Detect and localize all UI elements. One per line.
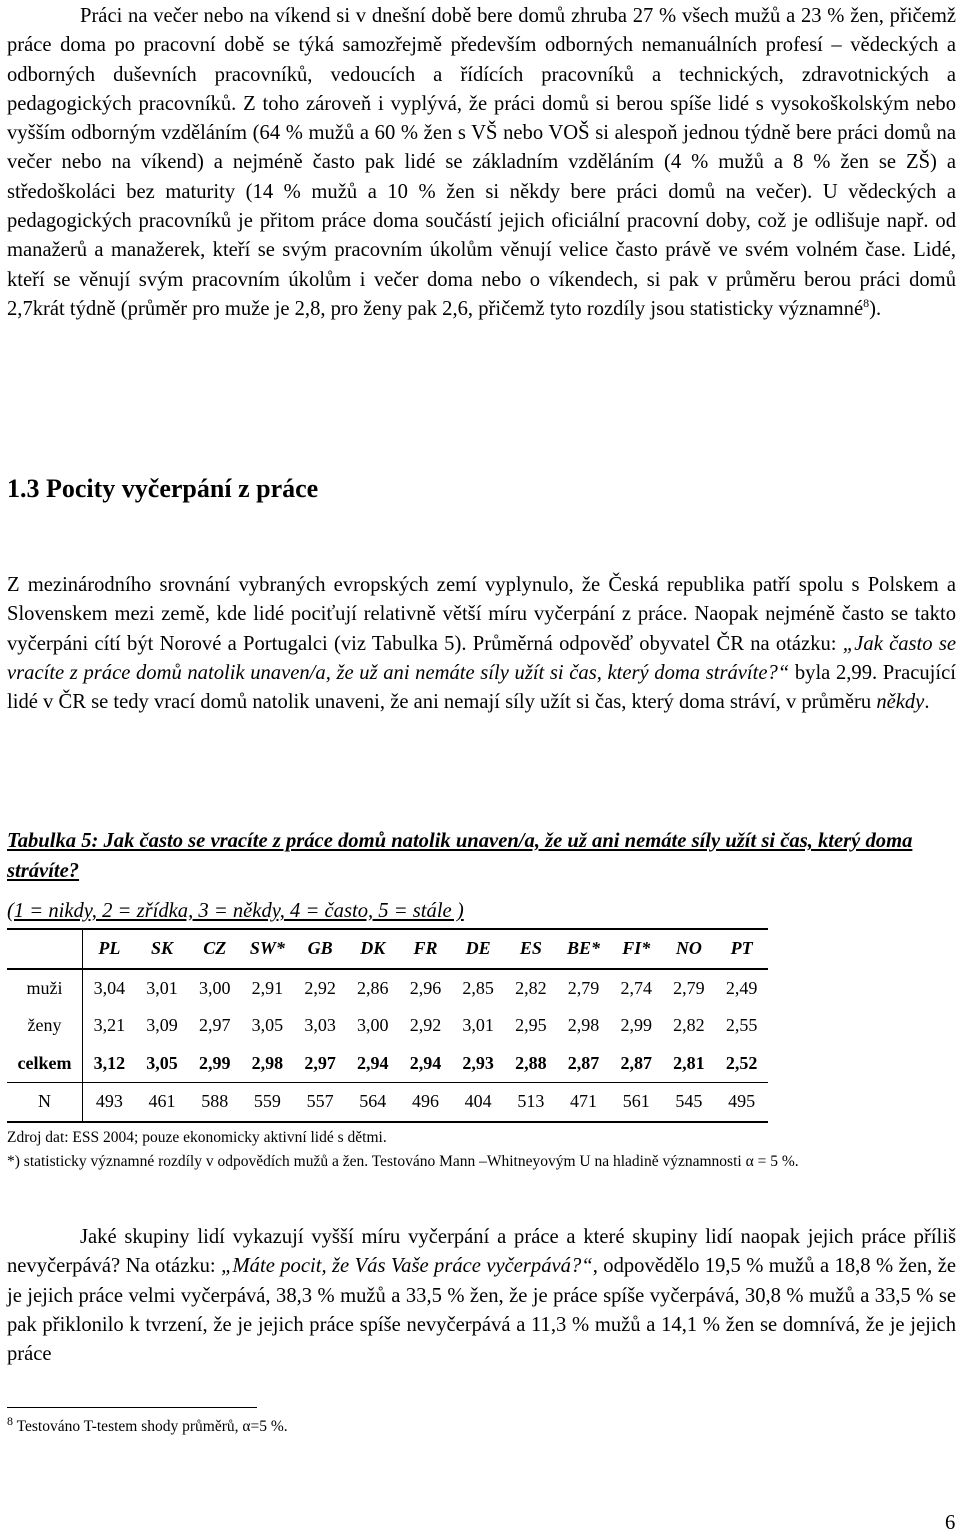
paragraph-exhaustion-groups [7, 1223, 956, 1369]
table-cell: 513 [505, 1083, 558, 1122]
header-corner [7, 929, 83, 969]
paragraph-text: Z mezinárodního srovnání vybraných evropských zemí vyplynulo, že Česká republika patří spolu s Polskem a Slovenskem mezi země, kde lidé pociťují relativně větší míru vyčerpání z práce. Naopak nejméně často se takto vyčerpáni cítí být Norové a Portugalci (viz Tabulka 5). Průměrná odpověď obyvatel ČR na otázku: [7, 574, 956, 655]
footnote [7, 1413, 288, 1436]
table-cell: 3,01 [146, 977, 178, 998]
table-notes [7, 1126, 956, 1173]
paragraph-text: , odpovědělo 19,5 % mužů a 18,8 % žen, že je jejich práce velmi vyčerpává, 38,3 % mužů a 33,5 % žen, že je práce spíše vyčerpává, 30,8 % mužů a 33,5 % se pak přiklonilo k tvrzení, že je jejich práce spíše nevyčerpává a 11,3 % mužů a 14,1 % žen se domnívá, že je jejich práce [7, 1255, 956, 1366]
table-cell: 2,97 [304, 1052, 336, 1073]
table-cell: 2,94 [409, 1052, 442, 1073]
table-scale-legend: (1 = nikdy, 2 = zřídka, 3 = někdy, 4 = často, 5 = stále ) [7, 900, 464, 922]
table-cell: 2,95 [515, 1015, 547, 1036]
table-cell: 545 [663, 1083, 716, 1122]
exhaustion-table [7, 928, 768, 1123]
table-cell: 2,74 [620, 977, 652, 998]
table-significance-note: *) statisticky významné rozdíly v odpovědích mužů a žen. Testováno Mann –Whitneyovým U na hladině významnosti α = 5 %. [7, 1152, 799, 1170]
column-header: SW* [241, 929, 294, 969]
table-cell: 2,87 [620, 1052, 652, 1073]
table-cell: 2,82 [515, 977, 547, 998]
column-header: GB [294, 929, 347, 969]
table-cell: 3,00 [198, 977, 231, 998]
paragraph-work-at-home [7, 2, 956, 324]
table-cell: 2,99 [198, 1052, 231, 1073]
column-header: DK [346, 929, 399, 969]
table-cell: 3,05 [251, 1015, 284, 1036]
column-header: ES [505, 929, 558, 969]
table-cell: 557 [294, 1083, 347, 1122]
table-cell: 564 [346, 1083, 399, 1122]
footnote-number: 8 [7, 1413, 13, 1428]
table-caption: Tabulka 5: Jak často se vracíte z práce domů natolik unaven/a, že už ani nemáte síly užít si čas, který doma strávíte? [7, 830, 913, 882]
column-header: NO [663, 929, 716, 969]
table-cell: 2,79 [673, 977, 705, 998]
table-source: Zdroj dat: ESS 2004; pouze ekonomicky aktivní lidé s dětmi. [7, 1129, 387, 1146]
table-cell: 2,55 [725, 1015, 758, 1036]
table-row-men [7, 969, 768, 1008]
table-row-count [7, 1083, 768, 1122]
table-cell: 496 [399, 1083, 452, 1122]
table-cell: 3,03 [304, 1015, 336, 1036]
table-cell: 2,99 [620, 1015, 652, 1036]
table-cell: 3,04 [93, 977, 126, 998]
table-cell: 561 [610, 1083, 663, 1122]
table-cell: 2,79 [567, 977, 600, 998]
row-label: celkem [7, 1045, 83, 1083]
table-row-total [7, 1045, 768, 1083]
footnote-divider [7, 1407, 257, 1408]
table-cell: 2,94 [357, 1052, 389, 1073]
table-header-row [7, 929, 768, 969]
survey-question: „Máte pocit, že Vás Vaše práce vyčerpává?“ [221, 1255, 593, 1278]
table-cell: 2,86 [357, 977, 389, 998]
row-label: ženy [7, 1007, 83, 1045]
table-cell: 3,21 [93, 1015, 126, 1036]
column-header: DE [452, 929, 505, 969]
column-header: PL [83, 929, 136, 969]
answer-emphasis: někdy [876, 691, 925, 714]
paragraph-text: byla 2,99. Pracující lidé v ČR se tedy vrací domů natolik unaveni, že ani nemají síly užít si čas, který doma stráví, v průměru [7, 661, 956, 714]
table-cell: 2,87 [567, 1052, 600, 1073]
column-header: BE* [557, 929, 610, 969]
table-cell: 2,93 [462, 1052, 494, 1073]
column-header: SK [136, 929, 189, 969]
table-cell: 493 [83, 1083, 136, 1122]
section-heading: 1.3 Pocity vyčerpání z práce [7, 474, 319, 503]
table-cell: 2,88 [515, 1052, 547, 1073]
table-cell: 2,52 [725, 1052, 758, 1073]
table-cell: 3,09 [146, 1015, 178, 1036]
row-label: N [7, 1083, 83, 1122]
table-row-women [7, 1007, 768, 1045]
table-cell: 3,01 [462, 1015, 494, 1036]
table-cell: 2,82 [673, 1015, 705, 1036]
table-cell: 471 [557, 1083, 610, 1122]
table-cell: 2,92 [304, 977, 336, 998]
table-cell: 2,98 [251, 1052, 284, 1073]
table-cell: 588 [188, 1083, 241, 1122]
survey-question: „Jak často se vracíte z práce domů natolik unaven/a, že už ani nemáte síly užít si čas, který doma strávíte?“ [7, 632, 956, 684]
column-header: PT [715, 929, 768, 969]
column-header: CZ [188, 929, 241, 969]
table-cell: 3,05 [146, 1052, 178, 1073]
table-cell: 3,12 [93, 1052, 126, 1073]
paragraph-exhaustion-comparison [7, 571, 956, 717]
table-cell: 3,00 [357, 1015, 389, 1036]
table-cell: 2,98 [567, 1015, 600, 1036]
table-cell: 2,85 [462, 977, 494, 998]
table-cell: 2,49 [725, 977, 758, 998]
paragraph-text: Jaké skupiny lidí vykazují vyšší míru vyčerpání a práce a které skupiny lidí naopak jejich práce příliš nevyčerpává? Na otázku: [7, 1226, 956, 1278]
table-cell: 2,91 [251, 977, 284, 998]
table-cell: 559 [241, 1083, 294, 1122]
footnote-text: Testováno T-testem shody průměrů, α=5 %. [13, 1418, 288, 1435]
column-header: FI* [610, 929, 663, 969]
table-cell: 2,96 [409, 977, 442, 998]
table-cell: 2,81 [673, 1052, 705, 1073]
table-cell: 495 [715, 1083, 768, 1122]
footnote-reference[interactable]: 8 [863, 296, 870, 311]
column-header: FR [399, 929, 452, 969]
paragraph-text: Práci na večer nebo na víkend si v dnešní době bere domů zhruba 27 % všech mužů a 23 % žen, přičemž práce doma po pracovní době se týká samozřejmě především odborných nemanuálních profesí – vědeckých a odborných duševních pracovníků, vedoucích a řídících pracovníků a technických, zdravotnických a pedagogických pracovníků. Z toho zároveň i vyplývá, že práci domů si berou spíše lidé s vysokoškolským nebo vyšším odborným vzděláním (64 % mužů a 60 % žen s VŠ nebo VOŠ si alespoň jednou týdně bere práci domů na večer nebo na víkend) a nejméně často pak lidé se základním vzděláním (4 % mužů a 8 % žen se ZŠ) a středoškoláci bez maturity (14 % mužů a 10 % žen si někdy bere práci domů na večer). U vědeckých a pedagogických pracovníků je přitom práce doma součástí jejich oficiální pracovní doby, což je odlišuje např. od manažerů a manažerek, kteří se svým pracovním úkolům věnují velice často právě ve svém volném čase. Lidé, kteří se věnují svým pracovním úkolům i večer doma nebo o víkendech, si pak v průměru berou práci domů 2,7krát týdně (průměr pro muže je 2,8, pro ženy pak 2,6, přičemž tyto rozdíly jsou statisticky významné [7, 5, 956, 320]
paragraph-text-end: ). [869, 297, 882, 320]
paragraph-text-end: . [924, 691, 930, 714]
table-cell: 404 [452, 1083, 505, 1122]
table-cell: 2,92 [409, 1015, 442, 1036]
table-cell: 461 [136, 1083, 189, 1122]
table-cell: 2,97 [198, 1015, 231, 1036]
page-number: 6 [945, 1512, 956, 1534]
row-label: muži [7, 969, 83, 1008]
